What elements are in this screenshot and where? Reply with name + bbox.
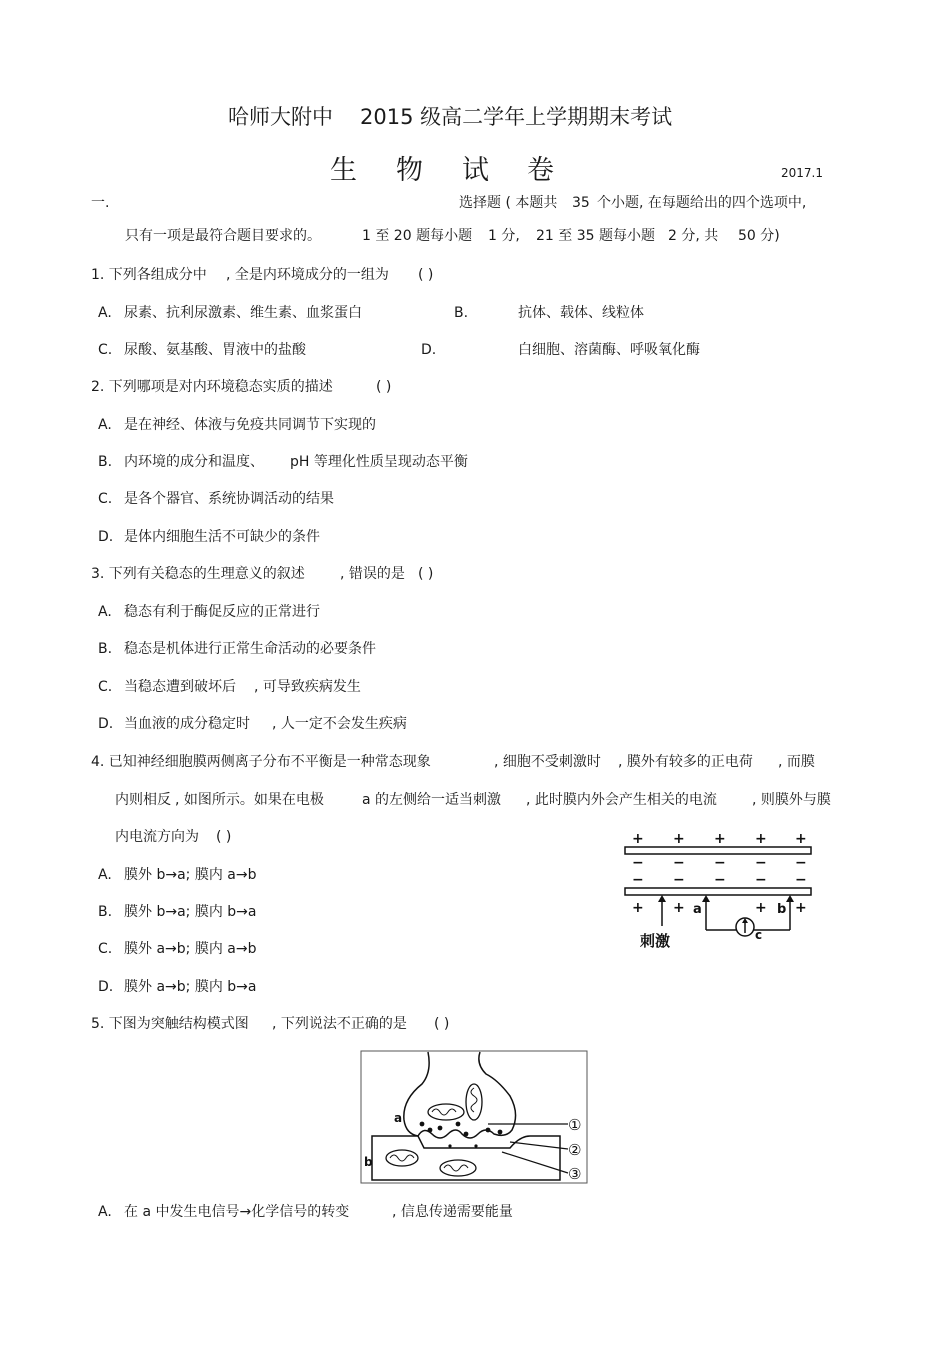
q4-option-a-label: A. xyxy=(98,867,112,883)
fig-minus: − xyxy=(714,872,726,888)
fig-minus: − xyxy=(795,855,807,871)
q2-option-a-label: A. xyxy=(98,417,112,433)
fig-minus: − xyxy=(673,855,685,871)
fig-plus: + xyxy=(755,900,767,916)
section-line2-e: 2 分, 共 xyxy=(668,228,719,244)
q1-option-d-label: D. xyxy=(421,342,437,358)
q4-option-b: 膜外 b→a; 膜内 b→a xyxy=(124,904,257,920)
section-line2-a: 只有一项是最符合题目要求的。 xyxy=(125,228,321,244)
q1-option-c: 尿酸、氨基酸、胃液中的盐酸 xyxy=(124,342,306,358)
q4-option-b-label: B. xyxy=(98,904,113,920)
q3-stem-b: , 错误的是 xyxy=(340,566,405,582)
q2-option-d-label: D. xyxy=(98,529,114,545)
synaptic-vesicle xyxy=(498,1130,503,1135)
membrane-figure xyxy=(622,830,816,952)
q2-option-d: 是体内细胞生活不可缺少的条件 xyxy=(124,529,320,545)
q3-stem-a: 3. 下列有关稳态的生理意义的叙述 xyxy=(91,566,305,582)
section-number: 一. xyxy=(91,195,110,211)
fig-minus: − xyxy=(795,872,807,888)
q1-option-d: 白细胞、溶菌酶、呼吸氧化酶 xyxy=(518,342,700,358)
q4-option-c: 膜外 a→b; 膜内 a→b xyxy=(124,941,257,957)
q4-option-a: 膜外 b→a; 膜内 a→b xyxy=(124,867,257,883)
section-line2-d: 21 至 35 题每小题 xyxy=(536,228,655,244)
q2-paren: ( ) xyxy=(376,379,392,395)
mitochondrion xyxy=(386,1150,418,1166)
fig-minus: − xyxy=(755,872,767,888)
mitochondrion xyxy=(428,1104,464,1120)
q5-stem-a: 5. 下图为突触结构模式图 xyxy=(91,1016,249,1032)
q4-option-d: 膜外 a→b; 膜内 b→a xyxy=(124,979,257,995)
q1-stem-b: , 全是内环境成分的一组为 xyxy=(226,267,389,283)
q3-paren: ( ) xyxy=(418,566,434,582)
q3-option-c-label: C. xyxy=(98,679,113,695)
subject-char-2: 物 xyxy=(396,155,423,186)
q1-option-b-label: B. xyxy=(454,305,469,321)
q4-line2-e: , 则膜外与膜 xyxy=(752,792,831,808)
fig-minus: − xyxy=(714,855,726,871)
q3-option-c-a: 当稳态遭到破坏后 xyxy=(124,679,236,695)
q1-stem-a: 1. 下列各组成分中 xyxy=(91,267,207,283)
electrode-a-label: a xyxy=(693,902,702,917)
q5-stem-b: , 下列说法不正确的是 xyxy=(272,1016,407,1032)
synaptic-vesicle xyxy=(474,1144,477,1147)
fig-minus: − xyxy=(632,855,644,871)
q2-stem: 2. 下列哪项是对内环境稳态实质的描述 xyxy=(91,379,333,395)
synaptic-vesicle xyxy=(448,1144,451,1147)
stimulus-arrow-head xyxy=(658,895,666,902)
q5-option-a-label: A. xyxy=(98,1204,112,1220)
q4-option-d-label: D. xyxy=(98,979,114,995)
electrode-b-label: b xyxy=(777,902,787,917)
q3-option-a-label: A. xyxy=(98,604,112,620)
mitochondrion xyxy=(440,1160,476,1176)
section-intro-b: 个小题, 在每题给出的四个选项中, xyxy=(597,195,807,211)
q4-line1-a: 4. 已知神经细胞膜两侧离子分布不平衡是一种常态现象 xyxy=(91,754,431,770)
q4-line1-b: , 细胞不受刺激时 xyxy=(494,754,601,770)
subject-char-3: 试 xyxy=(462,155,489,186)
section-count: 35 xyxy=(572,195,590,211)
q2-option-c: 是各个器官、系统协调活动的结果 xyxy=(124,491,334,507)
label-3: ③ xyxy=(568,1165,582,1183)
synapse-figure xyxy=(360,1050,588,1184)
q3-option-d-a: 当血液的成分稳定时 xyxy=(124,716,250,732)
subject-char-4: 卷 xyxy=(527,155,554,186)
q3-option-a: 稳态有利于酶促反应的正常进行 xyxy=(124,604,320,620)
mitochondrion xyxy=(466,1084,482,1120)
q2-option-a: 是在神经、体液与免疫共同调节下实现的 xyxy=(124,417,376,433)
label-a: a xyxy=(394,1111,403,1125)
q1-option-c-label: C. xyxy=(98,342,113,358)
stimulus-label: 刺激 xyxy=(640,932,671,950)
label-b: b xyxy=(364,1155,373,1169)
q1-option-a: 尿素、抗利尿激素、维生素、血浆蛋白 xyxy=(124,305,362,321)
q3-option-c-b: , 可导致疾病发生 xyxy=(254,679,361,695)
fig-plus: + xyxy=(632,831,644,847)
q4-line1-d: , 而膜 xyxy=(778,754,815,770)
q5-paren: ( ) xyxy=(434,1016,450,1032)
synaptic-vesicle xyxy=(456,1122,461,1127)
q2-option-c-label: C. xyxy=(98,491,113,507)
q4-line1-c: , 膜外有较多的正电荷 xyxy=(618,754,753,770)
label-2: ② xyxy=(568,1141,582,1159)
q1-option-b: 抗体、载体、线粒体 xyxy=(518,305,644,321)
fig-plus: + xyxy=(632,900,644,916)
exam-title: 2015 级高二学年上学期期末考试 xyxy=(360,105,673,129)
q4-line3-a: 内电流方向为 xyxy=(115,829,199,845)
galvanometer-label: c xyxy=(755,928,763,942)
q2-option-b-a: 内环境的成分和温度、 xyxy=(124,454,264,470)
q3-option-b: 稳态是机体进行正常生命活动的必要条件 xyxy=(124,641,376,657)
electrode-b-head xyxy=(786,895,794,902)
inner-membrane xyxy=(625,888,811,895)
fig-plus: + xyxy=(795,900,807,916)
fig-plus: + xyxy=(673,900,685,916)
q5-option-a-a: 在 a 中发生电信号→化学信号的转变 xyxy=(124,1204,350,1220)
outer-membrane xyxy=(625,847,811,854)
fig-minus: − xyxy=(673,872,685,888)
subject-char-1: 生 xyxy=(330,155,357,186)
synaptic-vesicle xyxy=(428,1128,433,1133)
q1-option-a-label: A. xyxy=(98,305,112,321)
fig-minus: − xyxy=(632,872,644,888)
fig-minus: − xyxy=(755,855,767,871)
fig-plus: + xyxy=(795,831,807,847)
fig-plus: + xyxy=(673,831,685,847)
school-name: 哈师大附中 xyxy=(228,105,333,129)
q4-line2-a: 内则相反 xyxy=(115,792,171,808)
section-intro-a: 选择题 ( 本题共 xyxy=(459,195,558,211)
exam-date: 2017.1 xyxy=(781,166,823,180)
q3-option-b-label: B. xyxy=(98,641,113,657)
q1-paren: ( ) xyxy=(418,267,434,283)
synaptic-vesicle xyxy=(420,1122,425,1127)
q2-option-b-b: pH 等理化性质呈现动态平衡 xyxy=(290,454,468,470)
q4-line2-d: , 此时膜内外会产生相关的电流 xyxy=(526,792,717,808)
synaptic-vesicle xyxy=(486,1128,491,1133)
section-line2-c: 1 分, xyxy=(488,228,520,244)
q4-line2-b: , 如图所示。如果在电极 xyxy=(175,792,324,808)
section-line2-f: 50 分) xyxy=(738,228,780,244)
label-1: ① xyxy=(568,1116,582,1134)
section-line2-b: 1 至 20 题每小题 xyxy=(362,228,473,244)
fig-plus: + xyxy=(755,831,767,847)
synaptic-vesicle xyxy=(438,1126,443,1131)
q4-option-c-label: C. xyxy=(98,941,113,957)
q4-line2-c: a 的左侧给一适当刺激 xyxy=(362,792,502,808)
q5-option-a-b: , 信息传递需要能量 xyxy=(392,1204,513,1220)
q3-option-d-label: D. xyxy=(98,716,114,732)
q2-option-b-label: B. xyxy=(98,454,113,470)
synaptic-vesicle xyxy=(464,1132,469,1137)
q4-line3-b: ( ) xyxy=(216,829,232,845)
fig-plus: + xyxy=(714,831,726,847)
electrode-a-head xyxy=(702,895,710,902)
q3-option-d-b: , 人一定不会发生疾病 xyxy=(272,716,407,732)
